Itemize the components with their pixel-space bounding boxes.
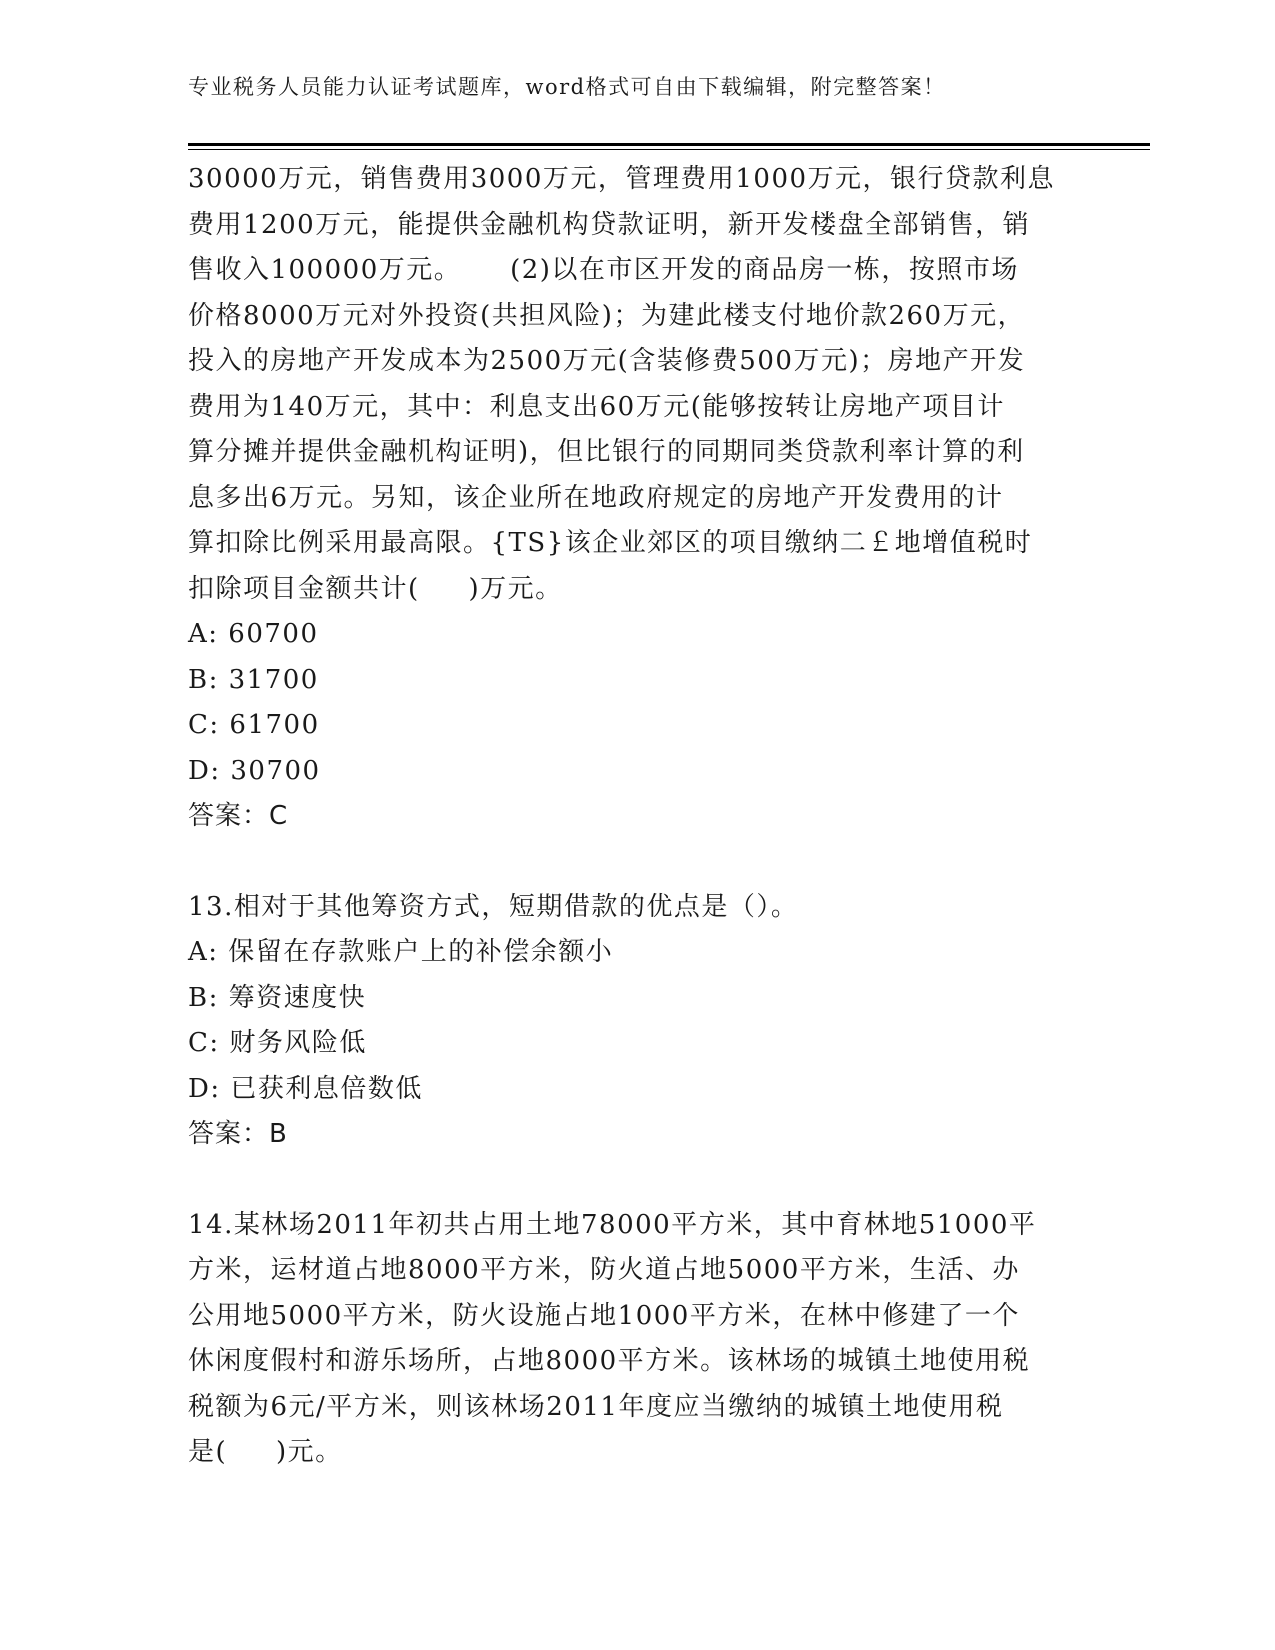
question-12-line: 算分摊并提供金融机构证明)，但比银行的同期同类贷款利率计算的利	[188, 437, 1025, 467]
question-12-line: 息多出6万元。另知，该企业所在地政府规定的房地产开发费用的计	[188, 482, 1004, 513]
question-14-line: 税额为6元/平方米，则该林场2011年度应当缴纳的城镇土地使用税	[188, 1391, 1004, 1422]
question-14	[188, 1203, 1088, 1476]
header-rule	[188, 143, 1150, 150]
spacer	[188, 1158, 1088, 1203]
question-14-line: 方米，运材道占地8000平方米，防火道占地5000平方米，生活、办	[188, 1255, 1020, 1285]
question-14-line: 公用地5000平方米，防火设施占地1000平方米，在林中修建了一个	[188, 1300, 1020, 1331]
question-13-text: 13.相对于其他筹资方式，短期借款的优点是（）。	[188, 891, 799, 922]
option-b: B: 31700	[188, 664, 319, 695]
question-12-line: 售收入100000万元。 (2)以在市区开发的商品房一栋，按照市场	[188, 255, 1019, 285]
question-12-line: 扣除项目金额共计( )万元。	[188, 573, 563, 604]
document-body	[188, 157, 1088, 1476]
question-14-line: 14.某林场2011年初共占用土地78000平方米，其中育林地51000平	[188, 1209, 1037, 1240]
question-14-line: 是( )元。	[188, 1437, 343, 1467]
option-b: B: 筹资速度快	[188, 982, 367, 1013]
question-12-line: 价格8000万元对外投资(共担风险)；为建此楼支付地价款260万元，	[188, 300, 1026, 331]
option-d: D: 30700	[188, 755, 321, 786]
question-12	[188, 157, 1088, 840]
option-d: D: 已获利息倍数低	[188, 1073, 423, 1104]
option-c: C: 财务风险低	[188, 1028, 367, 1058]
question-12-line: 30000万元，销售费用3000万元，管理费用1000万元，银行贷款利息	[188, 164, 1056, 194]
page-header: 专业税务人员能力认证考试题库，word格式可自由下载编辑，附完整答案！	[188, 75, 946, 99]
option-a: A: 保留在存款账户上的补偿余额小	[188, 937, 614, 967]
answer-label: 答案：B	[188, 1119, 288, 1149]
spacer	[188, 840, 1088, 885]
question-12-line: 费用1200万元，能提供金融机构贷款证明，新开发楼盘全部销售，销	[188, 209, 1031, 240]
question-14-line: 休闲度假村和游乐场所，占地8000平方米。该林场的城镇土地使用税	[188, 1346, 1031, 1376]
option-a: A: 60700	[188, 619, 319, 649]
option-c: C: 61700	[188, 710, 320, 740]
question-13	[188, 885, 1088, 1158]
answer-label: 答案：C	[188, 801, 289, 831]
question-12-line: 费用为140万元，其中：利息支出60万元(能够按转让房地产项目计	[188, 391, 1005, 422]
question-12-line: 投入的房地产开发成本为2500万元(含装修费500万元)；房地产开发	[188, 346, 1026, 376]
question-12-line: 算扣除比例采用最高限。{TS}该企业郊区的项目缴纳二￡地增值税时	[188, 528, 1033, 558]
